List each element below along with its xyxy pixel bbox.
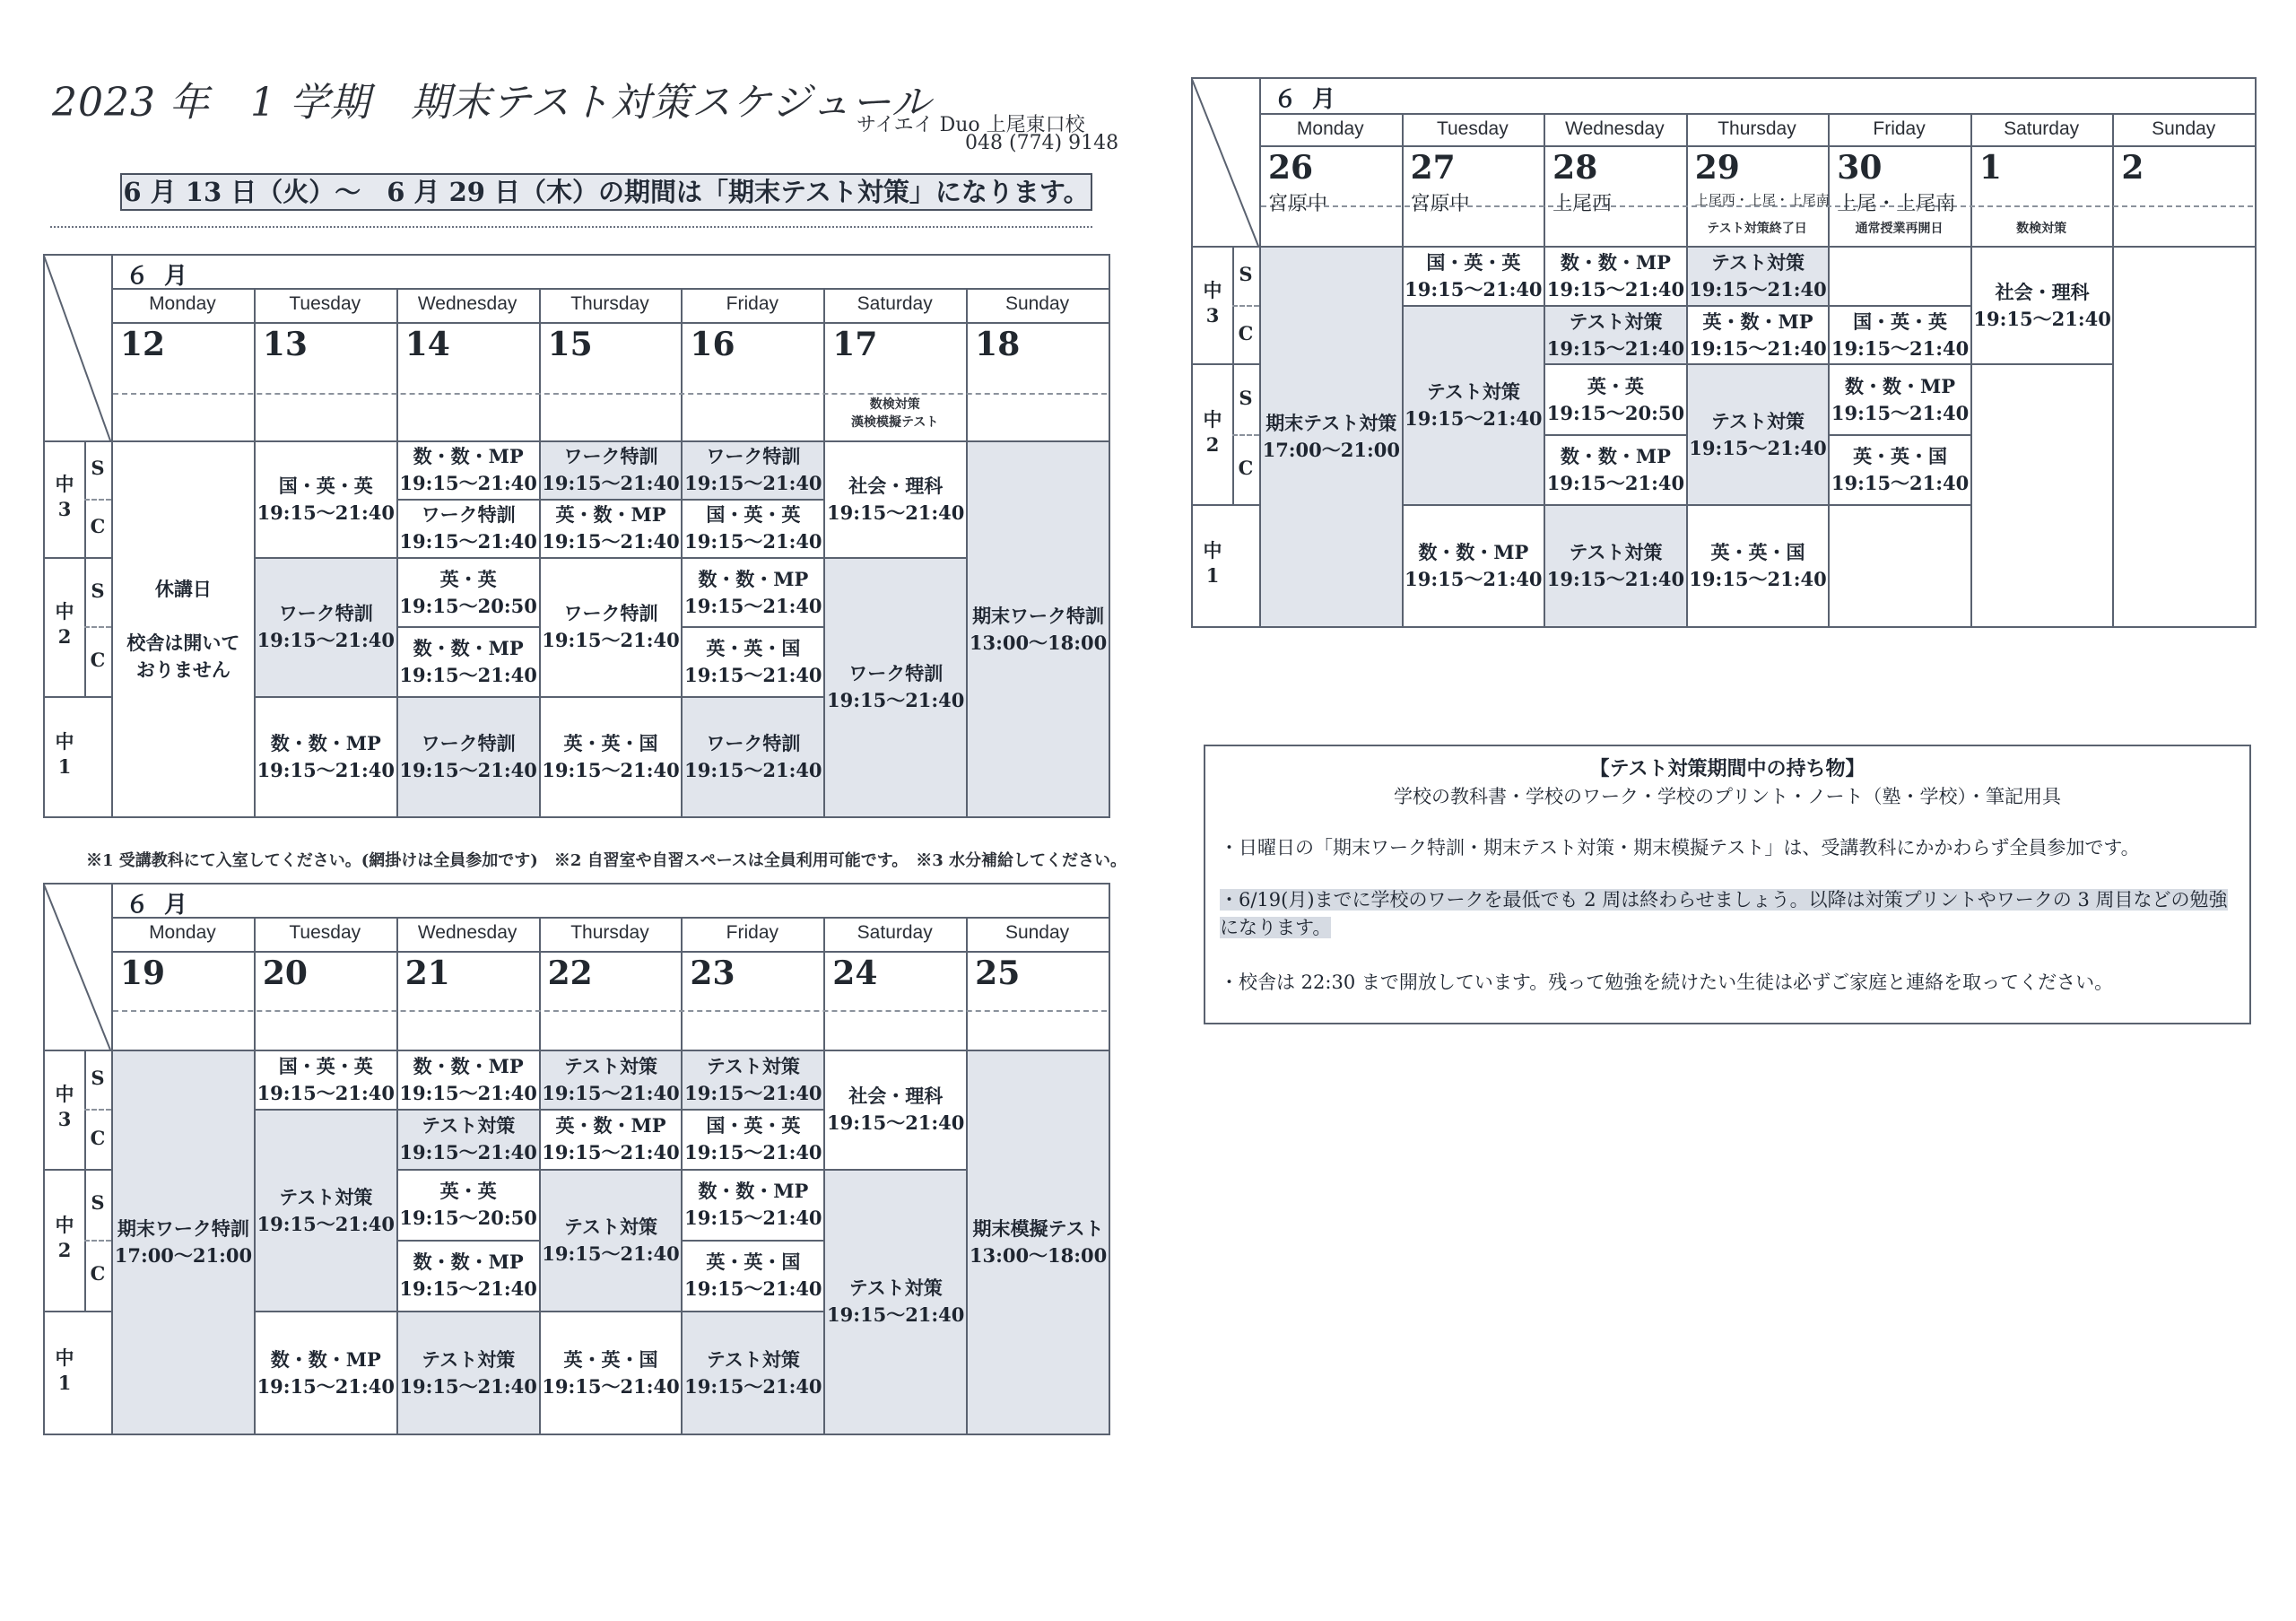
event-mon: 期末ワーク特訓 17:00～21:00 <box>113 1051 254 1434</box>
event-fri-j1: テスト対策 19:15～21:40 <box>683 1312 823 1434</box>
day-friday: Friday <box>1873 118 1926 139</box>
event-fri-j2s: 数・数・MP 19:15～21:40 <box>684 1180 822 1230</box>
class-c: C <box>1238 321 1254 344</box>
grid-line <box>1970 113 1972 626</box>
grid-line <box>111 951 1109 953</box>
class-c: C <box>1238 457 1254 480</box>
day-monday: Monday <box>149 293 216 314</box>
day-friday: Friday <box>726 922 779 943</box>
date-6: 18 <box>975 326 1021 363</box>
school-1: 宮原中 <box>1410 193 1470 215</box>
event-sat-j3: 社会・理科 19:15～21:40 <box>1973 280 2111 330</box>
event-wed-j3c: テスト対策 19:15～21:40 <box>398 1111 539 1168</box>
day-wednesday: Wednesday <box>417 922 517 943</box>
school-0: 宮原中 <box>1268 193 1328 215</box>
date-0: 19 <box>120 954 166 992</box>
grid-line <box>111 917 1109 919</box>
event-tue-j3s: 国・英・英 19:15～21:40 <box>1405 250 1543 301</box>
event-wed-j1: ワーク特訓 19:15～21:40 <box>398 698 539 816</box>
day-saturday: Saturday <box>857 922 933 943</box>
event-wed-j3s: 数・数・MP 19:15～21:40 <box>1546 250 1685 301</box>
note-sunday: ・日曜日の「期末ワーク特訓・期末テスト対策・期末模擬テスト」は、受講教科にかかわらず全員参加です。 <box>1220 837 2140 858</box>
date-6: 25 <box>975 954 1021 992</box>
header-diagonal <box>43 256 111 441</box>
note-saturday: 数検対策 漢検模擬テスト <box>850 397 939 430</box>
class-c: C <box>90 1126 106 1149</box>
date-divider <box>113 1010 1107 1012</box>
event-wed-j3s: 数・数・MP 19:15～21:40 <box>399 445 537 495</box>
class-c: C <box>90 515 106 538</box>
grid-line <box>45 1169 111 1171</box>
month-label: ６ 月 <box>1274 86 1340 113</box>
month-label: ６ 月 <box>126 892 192 919</box>
event-tue-j1: 数・数・MP 19:15～21:40 <box>257 731 395 781</box>
grid-dash <box>1232 305 1259 307</box>
event-thu-j2: ワーク特訓 19:15～21:40 <box>542 602 680 652</box>
class-s: S <box>91 1191 105 1215</box>
class-c: C <box>90 1262 106 1285</box>
event-thu-j3s: テスト対策 19:15～21:40 <box>541 1051 682 1109</box>
day-sunday: Sunday <box>1004 922 1070 943</box>
day-wednesday: Wednesday <box>417 293 517 314</box>
event-mon: 期末テスト対策 17:00～21:00 <box>1261 248 1402 626</box>
grid-line <box>1259 145 2255 147</box>
event-sat-j3: 社会・理科 19:15～21:40 <box>827 474 965 524</box>
period-notice: 6 月 13 日（火）～ 6 月 29 日（木）の期間は「期末テスト対策」になります。 <box>120 173 1092 211</box>
header-diagonal <box>43 885 111 1050</box>
grade-j3: 中 3 <box>1203 278 1222 327</box>
event-thu-j3c: 英・数・MP 19:15～21:40 <box>542 503 680 553</box>
grid-line <box>1193 504 1259 506</box>
class-s: S <box>1239 262 1253 285</box>
grid-line <box>111 322 1109 324</box>
class-s: S <box>91 1067 105 1090</box>
header-diagonal <box>1191 79 1259 247</box>
event-tue-rest: テスト対策 19:15～21:40 <box>1404 307 1544 505</box>
school-2: 上尾西 <box>1552 193 1613 215</box>
calendar-week-12 <box>43 254 1110 818</box>
event-tue-j3: 国・英・英 19:15～21:40 <box>257 474 395 524</box>
event-holiday: 休講日 校舎は開いて おりません <box>126 577 240 681</box>
event-sat-j3: 社会・理科 19:15～21:40 <box>827 1085 965 1135</box>
date-3: 22 <box>547 954 593 992</box>
class-s: S <box>91 579 105 602</box>
day-monday: Monday <box>149 922 216 943</box>
day-saturday: Saturday <box>2004 118 2080 139</box>
note-open-hours: ・校舎は 22:30 まで開放しています。残って勉強を続けたい生徒は必ずご家庭と連絡を取ってください。 <box>1220 972 2114 993</box>
event-fri-j3s: テスト対策 19:15～21:40 <box>683 1051 823 1109</box>
event-wed-j3s: 数・数・MP 19:15～21:40 <box>399 1055 537 1105</box>
event-wed-j2s: 英・英 19:15～20:50 <box>399 1180 537 1230</box>
class-s: S <box>1239 386 1253 409</box>
class-c: C <box>90 649 106 672</box>
event-sat-j2j1: ワーク特訓 19:15～21:40 <box>825 559 966 816</box>
event-fri-j2c: 英・英・国 19:15～21:40 <box>684 1251 822 1301</box>
date-2: 14 <box>404 326 450 363</box>
day-thursday: Thursday <box>570 293 649 314</box>
grid-line <box>1259 113 2255 115</box>
event-thu-j2: テスト対策 19:15～21:40 <box>1688 365 1829 504</box>
note-workbook-text: ・6/19(月)までに学校のワークを最低でも 2 周は終わらせましょう。以降は対策プリントやワークの 3 周目などの勉強になります。 <box>1220 889 2228 938</box>
event-thu-j1: 英・英・国 19:15～21:40 <box>1689 541 1827 591</box>
divider <box>50 226 1092 228</box>
grade-j3: 中 3 <box>55 472 74 520</box>
event-fri-j2c: 英・英・国 19:15～21:40 <box>1831 445 1970 495</box>
event-sat-rest: テスト対策 19:15～21:40 <box>825 1171 966 1434</box>
grade-j2: 中 2 <box>1203 407 1222 456</box>
event-wed-j2c: 数・数・MP 19:15～21:40 <box>399 1251 537 1301</box>
event-fri-j3c: 国・英・英 19:15～21:40 <box>684 1114 822 1164</box>
grade-j1: 中 1 <box>1203 539 1222 588</box>
date-3: 29 <box>1694 149 1740 187</box>
event-thu-j3c: 英・数・MP 19:15～21:40 <box>542 1114 680 1164</box>
grid-line <box>2112 113 2114 626</box>
grid-dash <box>84 626 111 628</box>
grid-line <box>1828 504 1970 506</box>
day-saturday: Saturday <box>857 293 933 314</box>
event-wed-j2c: 数・数・MP 19:15～21:40 <box>399 637 537 687</box>
grid-dash <box>1232 434 1259 436</box>
event-fri-j3c: 国・英・英 19:15～21:40 <box>684 503 822 553</box>
event-wed-j3c: ワーク特訓 19:15～21:40 <box>399 503 537 553</box>
event-tue-j1: 数・数・MP 19:15～21:40 <box>1405 541 1543 591</box>
event-tue-j1: 数・数・MP 19:15～21:40 <box>257 1347 395 1398</box>
event-thu-j1: 英・英・国 19:15～21:40 <box>542 1347 680 1398</box>
grid-line <box>111 288 1109 290</box>
school-4: 上尾・上尾南 <box>1837 193 1956 215</box>
date-4: 16 <box>690 326 735 363</box>
event-thu-j3s: テスト対策 19:15～21:40 <box>1688 248 1829 305</box>
date-1: 20 <box>262 954 308 992</box>
date-1: 27 <box>1410 149 1456 187</box>
date-0: 26 <box>1268 149 1314 187</box>
date-1: 13 <box>262 326 308 363</box>
page-title: 2023 年 1 学期 期末テスト対策スケジュール <box>52 80 932 126</box>
date-2: 21 <box>404 954 450 992</box>
class-s: S <box>91 457 105 480</box>
date-3: 15 <box>547 326 593 363</box>
grid-dash <box>84 1240 111 1242</box>
date-0: 12 <box>120 326 166 363</box>
date-5: 1 <box>1979 149 2002 187</box>
day-thursday: Thursday <box>570 922 649 943</box>
date-5: 24 <box>832 954 878 992</box>
grade-j2: 中 2 <box>55 600 74 649</box>
note-4: 通常授業再開日 <box>1855 221 1944 236</box>
event-thu-j3s: ワーク特訓 19:15～21:40 <box>541 442 682 499</box>
day-tuesday: Tuesday <box>289 922 361 943</box>
grade-j2: 中 2 <box>55 1213 74 1261</box>
note-3: テスト対策終了日 <box>1707 221 1807 236</box>
event-thu-j2: テスト対策 19:15～21:40 <box>541 1171 682 1311</box>
event-wed-j2c: 数・数・MP 19:15～21:40 <box>1546 445 1685 495</box>
day-wednesday: Wednesday <box>1565 118 1665 139</box>
note-workbook <box>1220 886 2239 942</box>
day-tuesday: Tuesday <box>1436 118 1509 139</box>
school-name: サイエイ Duo 上尾東口校 <box>857 114 1085 136</box>
items-title: 【テスト対策期間中の持ち物】 <box>1589 757 1866 780</box>
grid-line <box>45 557 111 559</box>
event-sun: 期末模擬テスト 13:00～18:00 <box>968 1051 1109 1434</box>
event-wed-j2s: 英・英 19:15～20:50 <box>1546 374 1685 424</box>
event-fri-j1: ワーク特訓 19:15～21:40 <box>683 698 823 816</box>
event-fri-j2s: 数・数・MP 19:15～21:40 <box>684 567 822 617</box>
footnote: ※1 受講教科にて入室してください。(網掛けは全員参加です) ※2 自習室や自習スペースは全員利用可能です。 ※3 水分補給してください。 <box>86 851 1127 870</box>
event-wed-j2s: 英・英 19:15～20:50 <box>399 567 537 617</box>
event-wed-j3c: テスト対策 19:15～21:40 <box>1545 307 1686 364</box>
event-tue-rest: テスト対策 19:15～21:40 <box>256 1111 396 1311</box>
day-tuesday: Tuesday <box>289 293 361 314</box>
event-tue-j2: ワーク特訓 19:15～21:40 <box>256 559 396 696</box>
grid-dash <box>84 1109 111 1111</box>
event-wed-j1: テスト対策 19:15～21:40 <box>1545 506 1686 626</box>
note-5: 数検対策 <box>2016 221 2067 236</box>
grade-j1: 中 1 <box>55 1346 74 1394</box>
day-sunday: Sunday <box>2152 118 2216 139</box>
phone-number: 048 (774) 9148 <box>965 132 1119 154</box>
date-6: 2 <box>2121 149 2144 187</box>
day-friday: Friday <box>726 293 779 314</box>
grid-line <box>45 1311 111 1312</box>
day-sunday: Sunday <box>1004 293 1070 314</box>
event-sun: 期末ワーク特訓 13:00～18:00 <box>968 442 1109 816</box>
items-box <box>1204 745 2251 1024</box>
grid-dash <box>84 499 111 501</box>
items-list: 学校の教科書・学校のワーク・学校のプリント・ノート（塾・学校）・筆記用具 <box>1393 786 2062 807</box>
day-thursday: Thursday <box>1718 118 1796 139</box>
event-tue-j3s: 国・英・英 19:15～21:40 <box>257 1055 395 1105</box>
date-2: 28 <box>1552 149 1598 187</box>
grid-line <box>1193 363 1259 365</box>
calendar-week-26 <box>1191 77 2257 628</box>
day-monday: Monday <box>1296 118 1364 139</box>
event-fri-j3s: ワーク特訓 19:15～21:40 <box>683 442 823 499</box>
event-fri-j3c: 国・英・英 19:15～21:40 <box>1831 309 1970 360</box>
grid-line <box>45 696 111 698</box>
date-4: 30 <box>1837 149 1883 187</box>
school-3: 上尾西・上尾・上尾南 <box>1694 192 1830 208</box>
date-4: 23 <box>690 954 735 992</box>
date-5: 17 <box>832 326 878 363</box>
event-fri-j2c: 英・英・国 19:15～21:40 <box>684 637 822 687</box>
event-thu-j3c: 英・数・MP 19:15～21:40 <box>1689 309 1827 360</box>
event-wed-j1: テスト対策 19:15～21:40 <box>398 1312 539 1434</box>
grid-line <box>1970 363 2113 365</box>
calendar-week-19 <box>43 883 1110 1435</box>
grade-j3: 中 3 <box>55 1083 74 1131</box>
month-label: ６ 月 <box>126 263 192 290</box>
grade-j1: 中 1 <box>55 729 74 778</box>
event-fri-j2s: 数・数・MP 19:15～21:40 <box>1831 374 1970 424</box>
event-thu-j1: 英・英・国 19:15～21:40 <box>542 731 680 781</box>
